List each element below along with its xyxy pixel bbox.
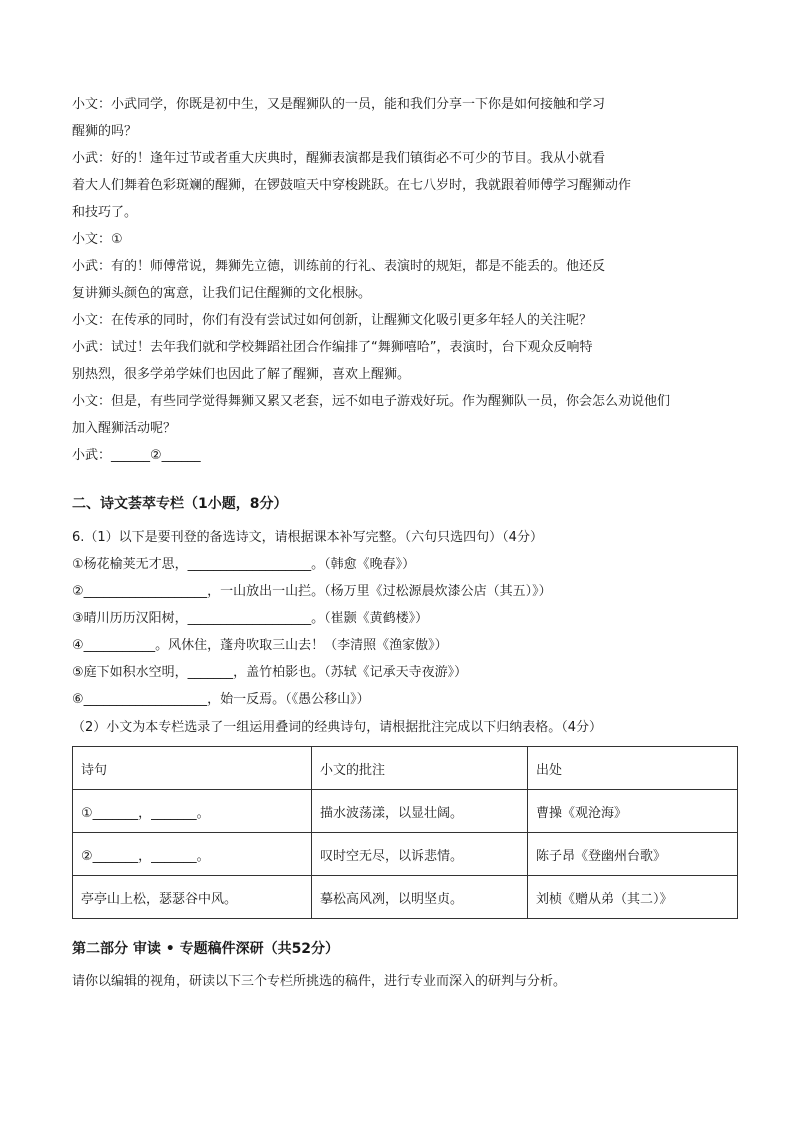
table-cell: 亭亭山上松，瑟瑟谷中风。 [73, 876, 312, 919]
table-header-row [73, 747, 738, 790]
dialogue-line: 小文：① [72, 232, 123, 247]
dialogue-line: 小文：在传承的同时，你们有没有尝试过如何创新，让醒狮文化吸引更多年轻人的关注呢？ [72, 313, 593, 328]
part-intro: 请你以编辑的视角，研读以下三个专栏所挑选的稿件，进行专业而深入的研判与分析。 [72, 974, 567, 989]
dialogue-line: 小文：小武同学，你既是初中生，又是醒狮队的一员，能和我们分享一下你是如何接触和学习 [72, 97, 606, 112]
table-cell: 刘桢《赠从弟（其二）》 [528, 876, 738, 919]
dialogue-line: 小文：但是，有些同学觉得舞狮又累又老套，远不如电子游戏好玩。作为醒狮队一员，你会怎么劝说他们 [72, 394, 671, 409]
summary-table [72, 746, 738, 919]
poem-item: ⑥___________________，始一反焉。（《愚公移山》） [72, 692, 370, 707]
dialogue-line: 着大人们舞着色彩斑斓的醒狮，在锣鼓喧天中穿梭跳跃。在七八岁时，我就跟着师傅学习醒狮动作 [72, 178, 632, 193]
table-header-cell: 小文的批注 [312, 747, 528, 790]
table-cell: 摹松高风冽，以明坚贞。 [312, 876, 528, 919]
part-title: 第二部分 审读 • 专题稿件深研（共52分） [72, 941, 340, 957]
table-cell: 曹操《观沧海》 [528, 790, 738, 833]
table-header-cell: 出处 [528, 747, 738, 790]
poem-item: ④___________。风休住，蓬舟吹取三山去！（李清照《渔家傲》） [72, 638, 448, 653]
dialogue-line: 小武：______②______ [72, 448, 201, 463]
dialogue-line: 加入醒狮活动呢？ [72, 421, 177, 436]
dialogue-line: 复讲狮头颜色的寓意，让我们记住醒狮的文化根脉。 [72, 286, 372, 301]
table-cell: ①_______，_______。 [73, 790, 312, 833]
question-intro: 6.（1）以下是要刊登的备选诗文，请根据课本补写完整。（六句只选四句）（4分） [72, 530, 543, 545]
table-cell: 描水波荡漾，以显壮阔。 [312, 790, 528, 833]
table-cell: 陈子昂《登幽州台歌》 [528, 833, 738, 876]
dialogue-line: 小武：试过！去年我们就和学校舞蹈社团合作编排了“舞狮嘻哈”，表演时，台下观众反响特 [72, 340, 593, 355]
poem-item: ③晴川历历汉阳树，___________________。（崔颢《黄鹤楼》） [72, 611, 429, 626]
table-row [73, 833, 738, 876]
question-2: （2）小文为本专栏选录了一组运用叠词的经典诗句，请根据批注完成以下归纳表格。（4分） [72, 720, 603, 735]
dialogue-line: 小武：好的！逢年过节或者重大庆典时，醒狮表演都是我们镇街必不可少的节目。我从小就看 [72, 151, 606, 166]
dialogue-line: 醒狮的吗？ [72, 124, 138, 139]
table-cell: ②_______，_______。 [73, 833, 312, 876]
poem-item: ②___________________，一山放出一山拦。（杨万里《过松源晨炊漆公店（其五）》） [72, 584, 552, 599]
poem-item: ①杨花榆荚无才思，___________________。（韩愈《晚春》） [72, 557, 416, 572]
table-header-cell: 诗句 [73, 747, 312, 790]
dialogue-line: 别热烈，很多学弟学妹们也因此了解了醒狮，喜欢上醒狮。 [72, 367, 411, 382]
poem-item: ⑤庭下如积水空明，_______，盖竹柏影也。（苏轼《记承天寺夜游》） [72, 665, 468, 680]
table-row [73, 790, 738, 833]
table-cell: 叹时空无尽，以诉悲情。 [312, 833, 528, 876]
section-title: 二、诗文荟萃专栏（1小题，8分） [72, 496, 288, 512]
dialogue-line: 和技巧了。 [72, 205, 138, 220]
dialogue-line: 小武：有的！师傅常说，舞狮先立德，训练前的行礼、表演时的规矩，都是不能丢的。他还反 [72, 259, 606, 274]
table-row [73, 876, 738, 919]
